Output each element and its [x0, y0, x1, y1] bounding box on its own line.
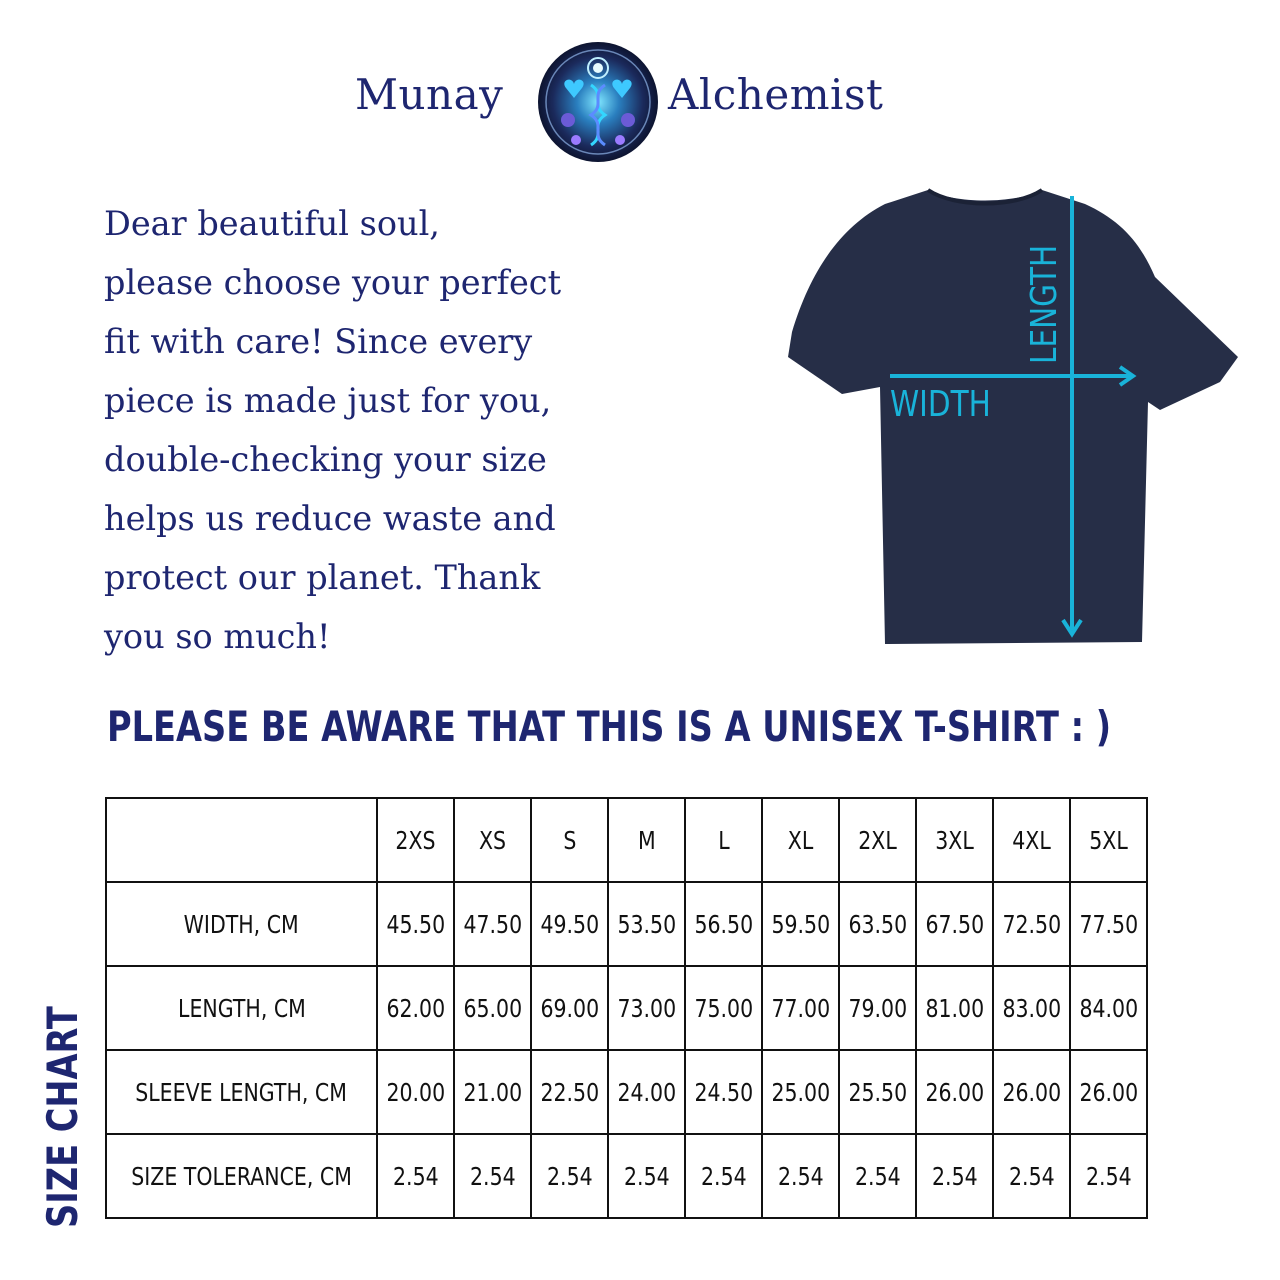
- cell-value: 26.00: [1079, 1077, 1138, 1107]
- table-cell: [608, 1050, 685, 1134]
- table-cell: [839, 966, 916, 1050]
- table-cell: [1070, 882, 1147, 966]
- table-cell: [993, 966, 1070, 1050]
- cell-value: 47.50: [463, 909, 522, 939]
- table-cell: [762, 882, 839, 966]
- size-header-cell: [916, 798, 993, 882]
- tshirt-measurement-diagram: [780, 182, 1250, 652]
- size-chart-label: SIZE CHART: [38, 1006, 87, 1228]
- row-label-cell: [106, 882, 377, 966]
- table-cell: [685, 1050, 762, 1134]
- cell-value: 2.54: [931, 1161, 978, 1191]
- table-cell: [685, 966, 762, 1050]
- cell-value: 77.50: [1079, 909, 1138, 939]
- table-row: [106, 882, 1147, 966]
- table-cell: [1070, 1050, 1147, 1134]
- cell-value: 72.50: [1002, 909, 1061, 939]
- table-cell: [839, 882, 916, 966]
- cell-value: 2.54: [392, 1161, 439, 1191]
- table-cell: [685, 882, 762, 966]
- table-cell: [762, 1134, 839, 1218]
- size-header-row: [106, 798, 1147, 882]
- size-label: 2XL: [858, 825, 897, 855]
- table-cell: [608, 882, 685, 966]
- cell-value: 25.00: [771, 1077, 830, 1107]
- size-label: XS: [479, 825, 507, 855]
- cell-value: 73.00: [617, 993, 676, 1023]
- table-cell: [531, 1050, 608, 1134]
- cell-value: 67.50: [925, 909, 984, 939]
- table-cell: [454, 882, 531, 966]
- table-cell: [762, 1050, 839, 1134]
- cell-value: 24.00: [617, 1077, 676, 1107]
- size-label: S: [563, 825, 577, 855]
- table-cell: [377, 1134, 454, 1218]
- size-header-cell: [685, 798, 762, 882]
- table-cell: [454, 1134, 531, 1218]
- table-cell: [839, 1050, 916, 1134]
- tshirt-body: [788, 190, 1238, 644]
- row-label: SLEEVE LENGTH, CM: [135, 1077, 348, 1107]
- cell-value: 75.00: [694, 993, 753, 1023]
- cell-value: 69.00: [540, 993, 599, 1023]
- cell-value: 53.50: [617, 909, 676, 939]
- size-label: XL: [787, 825, 814, 855]
- table-cell: [377, 882, 454, 966]
- table-cell: [685, 1134, 762, 1218]
- cell-value: 49.50: [540, 909, 599, 939]
- table-cell: [762, 966, 839, 1050]
- brand-header: [0, 40, 1280, 170]
- brand-name-left: Munay: [355, 70, 504, 119]
- size-label: 3XL: [935, 825, 974, 855]
- cell-value: 2.54: [700, 1161, 747, 1191]
- size-label: M: [637, 825, 656, 855]
- cell-value: 63.50: [848, 909, 907, 939]
- table-cell: [839, 1134, 916, 1218]
- table-cell: [454, 966, 531, 1050]
- table-cell: [531, 882, 608, 966]
- row-label-cell: [106, 966, 377, 1050]
- size-header-cell: [531, 798, 608, 882]
- cell-value: 2.54: [777, 1161, 824, 1191]
- table-row: [106, 1050, 1147, 1134]
- cell-value: 2.54: [854, 1161, 901, 1191]
- cell-value: 2.54: [1008, 1161, 1055, 1191]
- cell-value: 25.50: [848, 1077, 907, 1107]
- row-label-cell: [106, 1134, 377, 1218]
- table-cell: [377, 1050, 454, 1134]
- row-label-cell: [106, 1050, 377, 1134]
- brand-name-right: Alchemist: [668, 70, 884, 119]
- table-cell: [916, 1050, 993, 1134]
- table-cell: [1070, 1134, 1147, 1218]
- row-label: LENGTH, CM: [177, 993, 306, 1023]
- size-label: 2XS: [395, 825, 436, 855]
- table-cell: [608, 1134, 685, 1218]
- unisex-notice: PLEASE BE AWARE THAT THIS IS A UNISEX T-SHIRT : ): [107, 702, 1112, 751]
- cell-value: 81.00: [925, 993, 984, 1023]
- cell-value: 24.50: [694, 1077, 753, 1107]
- size-header-cell: [762, 798, 839, 882]
- size-header-cell: [1070, 798, 1147, 882]
- table-cell: [1070, 966, 1147, 1050]
- cell-value: 22.50: [540, 1077, 599, 1107]
- corner-cell: [106, 798, 377, 882]
- table-row: [106, 1134, 1147, 1218]
- table-cell: [916, 966, 993, 1050]
- table-cell: [993, 882, 1070, 966]
- size-label: L: [717, 825, 730, 855]
- intro-message: Dear beautiful soul, please choose your perfect fit with care! Since every piece is made just for you, double-checking your size helps us reduce waste and protect our planet. Thank you so much!: [104, 204, 562, 656]
- cell-value: 20.00: [386, 1077, 445, 1107]
- row-label: SIZE TOLERANCE, CM: [131, 1161, 352, 1191]
- cell-value: 2.54: [1085, 1161, 1132, 1191]
- cell-value: 2.54: [546, 1161, 593, 1191]
- table-cell: [531, 966, 608, 1050]
- size-label: 4XL: [1012, 825, 1051, 855]
- size-chart-table: [105, 797, 1148, 1219]
- size-header-cell: [993, 798, 1070, 882]
- size-header-cell: [839, 798, 916, 882]
- size-header-cell: [454, 798, 531, 882]
- size-header-cell: [608, 798, 685, 882]
- brand-logo: [536, 40, 660, 164]
- cell-value: 2.54: [469, 1161, 516, 1191]
- table-cell: [454, 1050, 531, 1134]
- table-cell: [993, 1050, 1070, 1134]
- row-label: WIDTH, CM: [184, 909, 300, 939]
- size-label: 5XL: [1089, 825, 1128, 855]
- cell-value: 62.00: [386, 993, 445, 1023]
- table-cell: [608, 966, 685, 1050]
- table-cell: [993, 1134, 1070, 1218]
- table-cell: [377, 966, 454, 1050]
- cell-value: 26.00: [925, 1077, 984, 1107]
- cell-value: 83.00: [1002, 993, 1061, 1023]
- cell-value: 59.50: [771, 909, 830, 939]
- table-cell: [916, 882, 993, 966]
- cell-value: 56.50: [694, 909, 753, 939]
- table-cell: [916, 1134, 993, 1218]
- cell-value: 26.00: [1002, 1077, 1061, 1107]
- cell-value: 2.54: [623, 1161, 670, 1191]
- width-label: WIDTH: [890, 382, 991, 425]
- cell-value: 79.00: [848, 993, 907, 1023]
- size-header-cell: [377, 798, 454, 882]
- table-row: [106, 966, 1147, 1050]
- cell-value: 21.00: [463, 1077, 522, 1107]
- cell-value: 77.00: [771, 993, 830, 1023]
- table-cell: [531, 1134, 608, 1218]
- cell-value: 65.00: [463, 993, 522, 1023]
- cell-value: 45.50: [386, 909, 445, 939]
- cell-value: 84.00: [1079, 993, 1138, 1023]
- length-label: LENGTH: [1022, 244, 1065, 364]
